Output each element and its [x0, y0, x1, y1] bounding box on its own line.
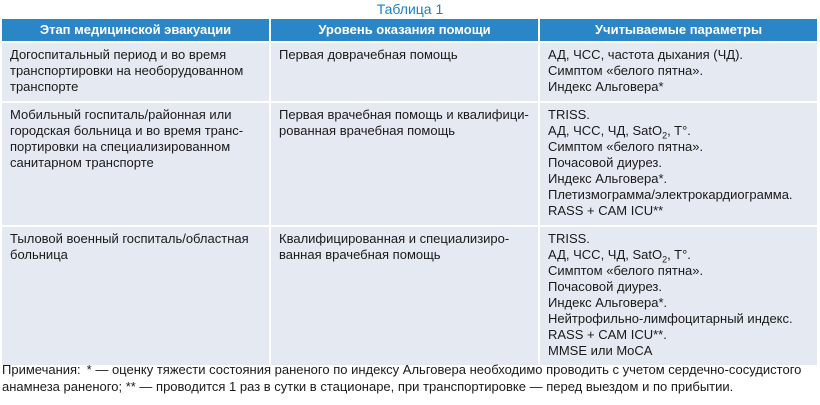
cell-params: [539, 42, 817, 102]
cell-line: TRISS.: [548, 231, 590, 246]
evacuation-table: [2, 19, 817, 365]
cell-line: больница: [10, 247, 68, 262]
cell-line: портировки на специализированном: [10, 139, 231, 154]
cell-line: MMSE или MoCA: [548, 343, 653, 358]
cell-line: санитарном транспорте: [10, 155, 154, 170]
cell-stage: [2, 226, 270, 365]
table-caption: Таблица 1: [376, 1, 444, 17]
cell-line: RASS + CAM ICU**: [548, 203, 664, 218]
cell-stage: [2, 102, 270, 226]
table-notes: [2, 361, 817, 395]
cell-line: TRISS.: [548, 107, 590, 122]
cell-line: Мобильный госпиталь/районная или: [10, 107, 232, 122]
cell-line: Квалифицированная и специализиро-: [279, 231, 510, 246]
cell-line: ванная врачебная помощь: [279, 247, 441, 262]
cell-line: Индекс Альговера*.: [548, 295, 668, 310]
cell-line: Нейтрофильно-лимфоцитарный индекс.: [548, 311, 793, 326]
cell-line: АД, ЧСС, ЧД, SatO$_2$, T°.: [548, 247, 691, 265]
cell-line: АД, ЧСС, ЧД, SatO$_2$, T°.: [548, 123, 691, 141]
cell-line: транспорте: [10, 79, 79, 94]
cell-line: Первая врачебная помощь и квалифици-: [279, 107, 529, 122]
cell-params: [539, 226, 817, 365]
header-level: Уровень оказания помощи: [270, 19, 539, 42]
table-row: [2, 226, 817, 365]
notes-label: Примечания:: [2, 362, 81, 377]
header-row: [2, 19, 817, 42]
cell-line: Симптом «белого пятна».: [548, 139, 704, 154]
notes-text-1: * — оценку тяжести состояния раненого по индексу Альговера необходимо проводить с учетом сердечно-сосудистого: [86, 362, 802, 377]
table-row: [2, 42, 817, 102]
cell-line: АД, ЧСС, частота дыхания (ЧД).: [548, 47, 744, 62]
cell-line: RASS + CAM ICU**.: [548, 327, 667, 342]
cell-line: Первая доврачебная помощь: [279, 47, 458, 62]
cell-line: транспортировки на необорудованном: [10, 63, 244, 78]
cell-line: Почасовой диурез.: [548, 155, 662, 170]
cell-line: Симптом «белого пятна».: [548, 263, 704, 278]
cell-line: рованная врачебная помощь: [279, 123, 456, 138]
cell-level: [270, 226, 539, 365]
cell-line: Симптом «белого пятна».: [548, 63, 704, 78]
cell-line: Догоспитальный период и во время: [10, 47, 227, 62]
cell-line: Индекс Альговера*.: [548, 171, 668, 186]
header-params: Учитываемые параметры: [539, 19, 817, 42]
cell-line: Почасовой диурез.: [548, 279, 662, 294]
header-stage: Этап медицинской эвакуации: [2, 19, 270, 42]
cell-level: [270, 42, 539, 102]
cell-line: Тыловой военный госпиталь/областная: [10, 231, 249, 246]
cell-line: Индекс Альговера*: [548, 79, 664, 94]
notes-line-1: [2, 361, 817, 378]
cell-line: Плетизмограмма/электрокардиограмма.: [548, 187, 793, 202]
cell-stage: [2, 42, 270, 102]
cell-level: [270, 102, 539, 226]
cell-line: городская больница и во время транс-: [10, 123, 244, 138]
table-row: [2, 102, 817, 226]
notes-line-2: анамнеза раненого; ** — проводится 1 раз в сутки в стационаре, при транспортировке — перед выездом и по прибытии.: [2, 379, 734, 394]
cell-params: [539, 102, 817, 226]
